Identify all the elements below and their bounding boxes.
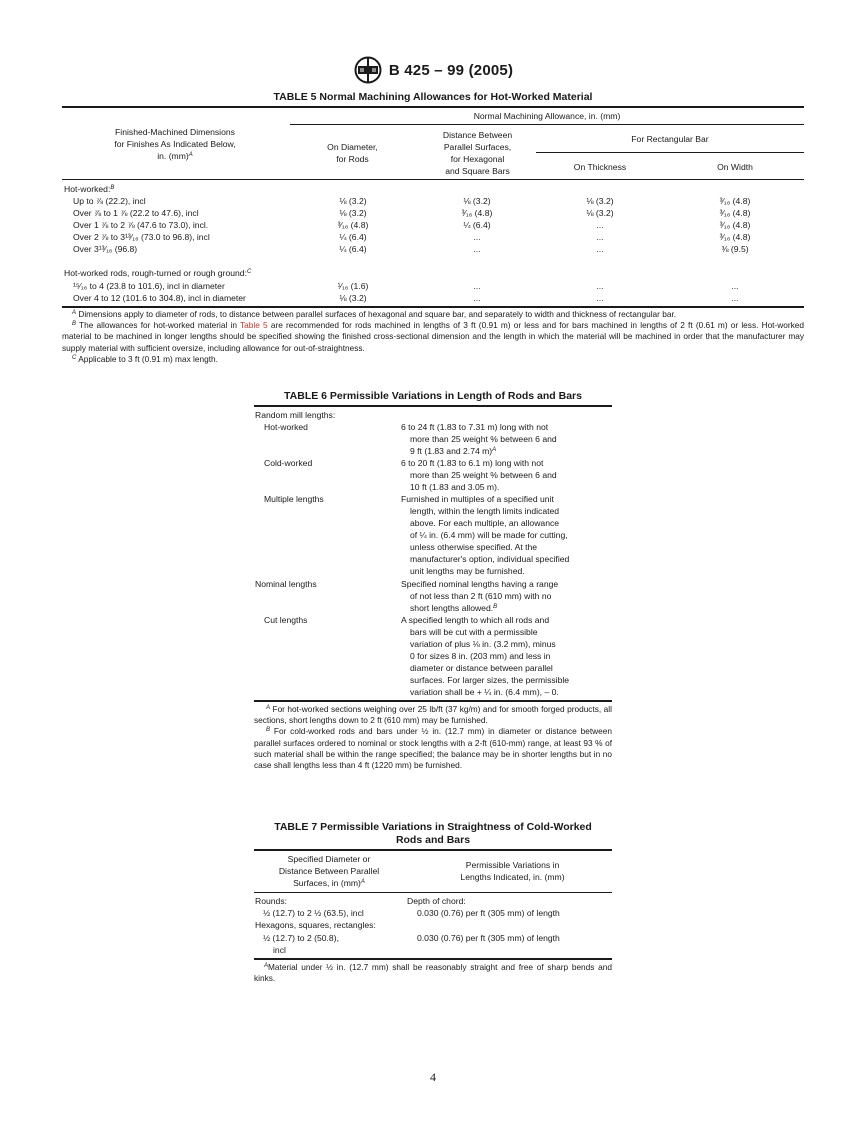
table7-rounds: Rounds: [255, 896, 288, 906]
table6-random-mill: Random mill lengths: [255, 410, 336, 420]
table7-rounds-value: 0.030 (0.76) per ft (305 mm) of length [417, 908, 560, 918]
table5-bottom-rule [62, 306, 804, 308]
table7-col2: Permissible Variations in Lengths Indicated, in. (mm) [460, 860, 565, 882]
table-cell: ... [596, 232, 604, 242]
table-cell: ⅛ (3.2) [463, 196, 491, 206]
table6-footnotes: $^A$ For hot-worked sections weighing over 25 lb/ft (37 kg/m) and for smooth forged products, all sections, short lengths down to 2 ft (610 mm) may be furnished. $^B$ For cold-worked rods and bars under ½ in. (12.7 mm) in diameter or distance between parallel surfaces ordered to nominal or stock lengths with a 2-ft (610-mm) range, at least 93 % of such material shall be within the range specified; the balance may be in shorter lengths but in no case shall lengths less than 4 ft (1220 mm) be furnished. [254, 704, 612, 771]
table-cell: ⅛ (3.2) [339, 208, 367, 218]
table6-cut-text: A specified length to which all rods and bars will be cut with a permissible variation of plus ⅛ in. (3.2 mm), minus 0 for sizes 8 in. (203 mm) and less in diameter or distance between parallel surfaces. For larger sizes, the permissible variation shall be + ¼ in. (6.4 mm), – 0. [401, 615, 570, 697]
table-cell: ... [473, 293, 481, 303]
table7-bottom-rule [254, 958, 612, 960]
table5-col-thickness: On Thickness [573, 162, 627, 172]
table6-cut: Cut lengths [264, 615, 308, 625]
table-cell: ⅛ (3.2) [586, 196, 614, 206]
table-cell: ⅛ (3.2) [339, 196, 367, 206]
table-cell: ¼ (6.4) [339, 244, 367, 254]
table-cell: ³⁄₁₆ (4.8) [719, 208, 751, 218]
table5-header-rule [62, 179, 804, 180]
table-cell: ³⁄₁₆ (4.8) [719, 220, 751, 230]
table-cell: ... [473, 281, 481, 291]
table5-col-distance: Distance Between Parallel Surfaces, for Hexagonal and Square Bars [442, 130, 513, 176]
document-number: B 425 – 99 (2005) [388, 61, 514, 79]
table6-multiple: Multiple lengths [264, 494, 324, 504]
table-cell: Over ⅞ to 1 ⅞ (22.2 to 47.6), incl [73, 208, 199, 218]
table-cell: ³⁄₁₆ (4.8) [337, 220, 369, 230]
table-cell: Over 3¹³⁄₁₆ (96.8) [73, 244, 138, 254]
table5-col-group-header: Normal Machining Allowance, in. (mm) [473, 111, 621, 121]
table-cell: ¹⁄₁₆ (1.6) [337, 281, 369, 291]
table-cell: ¹⁵⁄₁₆ to 4 (23.8 to 101.6), incl in diameter [73, 281, 225, 291]
table6-top-rule [254, 405, 612, 407]
table6-nominal: Nominal lengths [255, 579, 317, 589]
table-cell: ¼ (6.4) [463, 220, 491, 230]
table5-link[interactable]: Table 5 [240, 320, 268, 331]
page-number: 4 [430, 1070, 436, 1084]
table7-header-rule [254, 892, 612, 893]
table6-hot-worked-text: 6 to 24 ft (1.83 to 7.31 m) long with not more than 25 weight % between 6 and 9 ft (1.83 and 2.74 m)$^A$ [401, 422, 557, 456]
table5-title: TABLE 5 Normal Machining Allowances for Hot-Worked Material [273, 91, 593, 103]
table-cell: ... [596, 293, 604, 303]
table-cell: ³⁄₁₆ (4.8) [719, 232, 751, 242]
table7-top-rule [254, 849, 612, 851]
table7-hex-range-1: ½ (12.7) to 2 (50.8), [263, 933, 339, 943]
table5-group-rule [290, 124, 804, 125]
table-cell: ... [596, 281, 604, 291]
table-cell: Over 1 ⅞ to 2 ⅞ (47.6 to 73.0), incl. [73, 220, 209, 230]
table6-nominal-text: Specified nominal lengths having a range of not less than 2 ft (610 mm) with no short lengths allowed.$^B$ [401, 579, 559, 613]
table-cell: ... [473, 244, 481, 254]
table-cell: ⅛ (3.2) [339, 293, 367, 303]
table5-col-width: On Width [717, 162, 753, 172]
table6-multiple-text: Furnished in multiples of a specified unit length, within the length limits indicated above. For each multiple, an allowance of ¼ in. (6.4 mm) will be made for cutting, unless otherwise specified. At the manufacturer's option, individual specified unit lengths may be furnished. [401, 494, 570, 576]
table5-top-rule [62, 106, 804, 108]
table-cell: Over 4 to 12 (101.6 to 304.8), incl in diameter [73, 293, 246, 303]
table6-cold-worked: Cold-worked [264, 458, 313, 468]
table7-title: TABLE 7 Permissible Variations in Straightness of Cold-Worked Rods and Bars [274, 821, 592, 846]
table-cell: Up to ⅞ (22.2), incl [73, 196, 146, 206]
table5-group1-label: Hot-worked:$^B$ [64, 184, 115, 194]
table5-col-diameter: On Diameter, for Rods [327, 142, 378, 164]
table-cell: ... [731, 293, 739, 303]
table-cell: Over 2 ⅞ to 3¹³⁄₁₆ (73.0 to 96.8), incl [73, 232, 210, 242]
table6-hot-worked: Hot-worked [264, 422, 308, 432]
table-cell: ⅜ (9.5) [721, 244, 749, 254]
table5-col-rect: For Rectangular Bar [631, 134, 709, 144]
table6-cold-worked-text: 6 to 20 ft (1.83 to 6.1 m) long with not more than 25 weight % between 6 and 10 ft (1.83 and 3.05 m). [401, 458, 557, 492]
table-cell: ... [731, 281, 739, 291]
table7-hex: Hexagons, squares, rectangles: [255, 920, 376, 930]
table7-hex-range-2: incl [273, 945, 286, 955]
table7-rounds-range: ½ (12.7) to 2 ½ (63.5), incl [263, 908, 364, 918]
table-cell: ¼ (6.4) [339, 232, 367, 242]
table-cell: ... [596, 244, 604, 254]
table-cell: ⅛ (3.2) [586, 208, 614, 218]
table7-footnotes: $^A$Material under ½ in. (12.7 mm) shall be reasonably straight and free of sharp bends and kinks. [254, 962, 612, 984]
table7-depth-of-chord: Depth of chord: [407, 896, 466, 906]
table5-rect-rule [536, 152, 804, 153]
table7-col1: Specified Diameter or Distance Between Parallel Surfaces, in (mm)$^A$ [278, 854, 380, 888]
table-cell: ³⁄₁₆ (4.8) [461, 208, 493, 218]
table-cell: ... [596, 220, 604, 230]
table5-group2-label: Hot-worked rods, rough-turned or rough ground:$^C$ [64, 268, 252, 278]
table5-col-first: Finished-Machined Dimensions for Finishes As Indicated Below, in. (mm)$^A$ [114, 127, 236, 161]
table7-hex-value: 0.030 (0.76) per ft (305 mm) of length [417, 933, 560, 943]
table6-bottom-rule [254, 700, 612, 702]
table-cell: ³⁄₁₆ (4.8) [719, 196, 751, 206]
astm-logo-icon [353, 56, 383, 84]
document-header [0, 56, 866, 84]
table5-footnotes: $^A$ Dimensions apply to diameter of rods, to distance between parallel surfaces of hexagonal and square bar, and separately to width and thickness of rectangular bar. $^B$ The allowances for hot-worked material in Table 5 are recommended for rods machined in lengths of 3 ft (0.91 m) or less and for bars machined in lengths of 2 ft (0.61 m) or less. Hot-worked material to be machined in longer lengths should be specified showing the finished cross-sectional dimension and the length in which the material will be machined in order that the manufacturer may supply material with sufficient oversize, including allowance for out-of-straightness. $^C$ Applicable to 3 ft (0.91 m) max length. [62, 309, 804, 364]
table6-title: TABLE 6 Permissible Variations in Length of Rods and Bars [284, 390, 582, 402]
table-cell: ... [473, 232, 481, 242]
